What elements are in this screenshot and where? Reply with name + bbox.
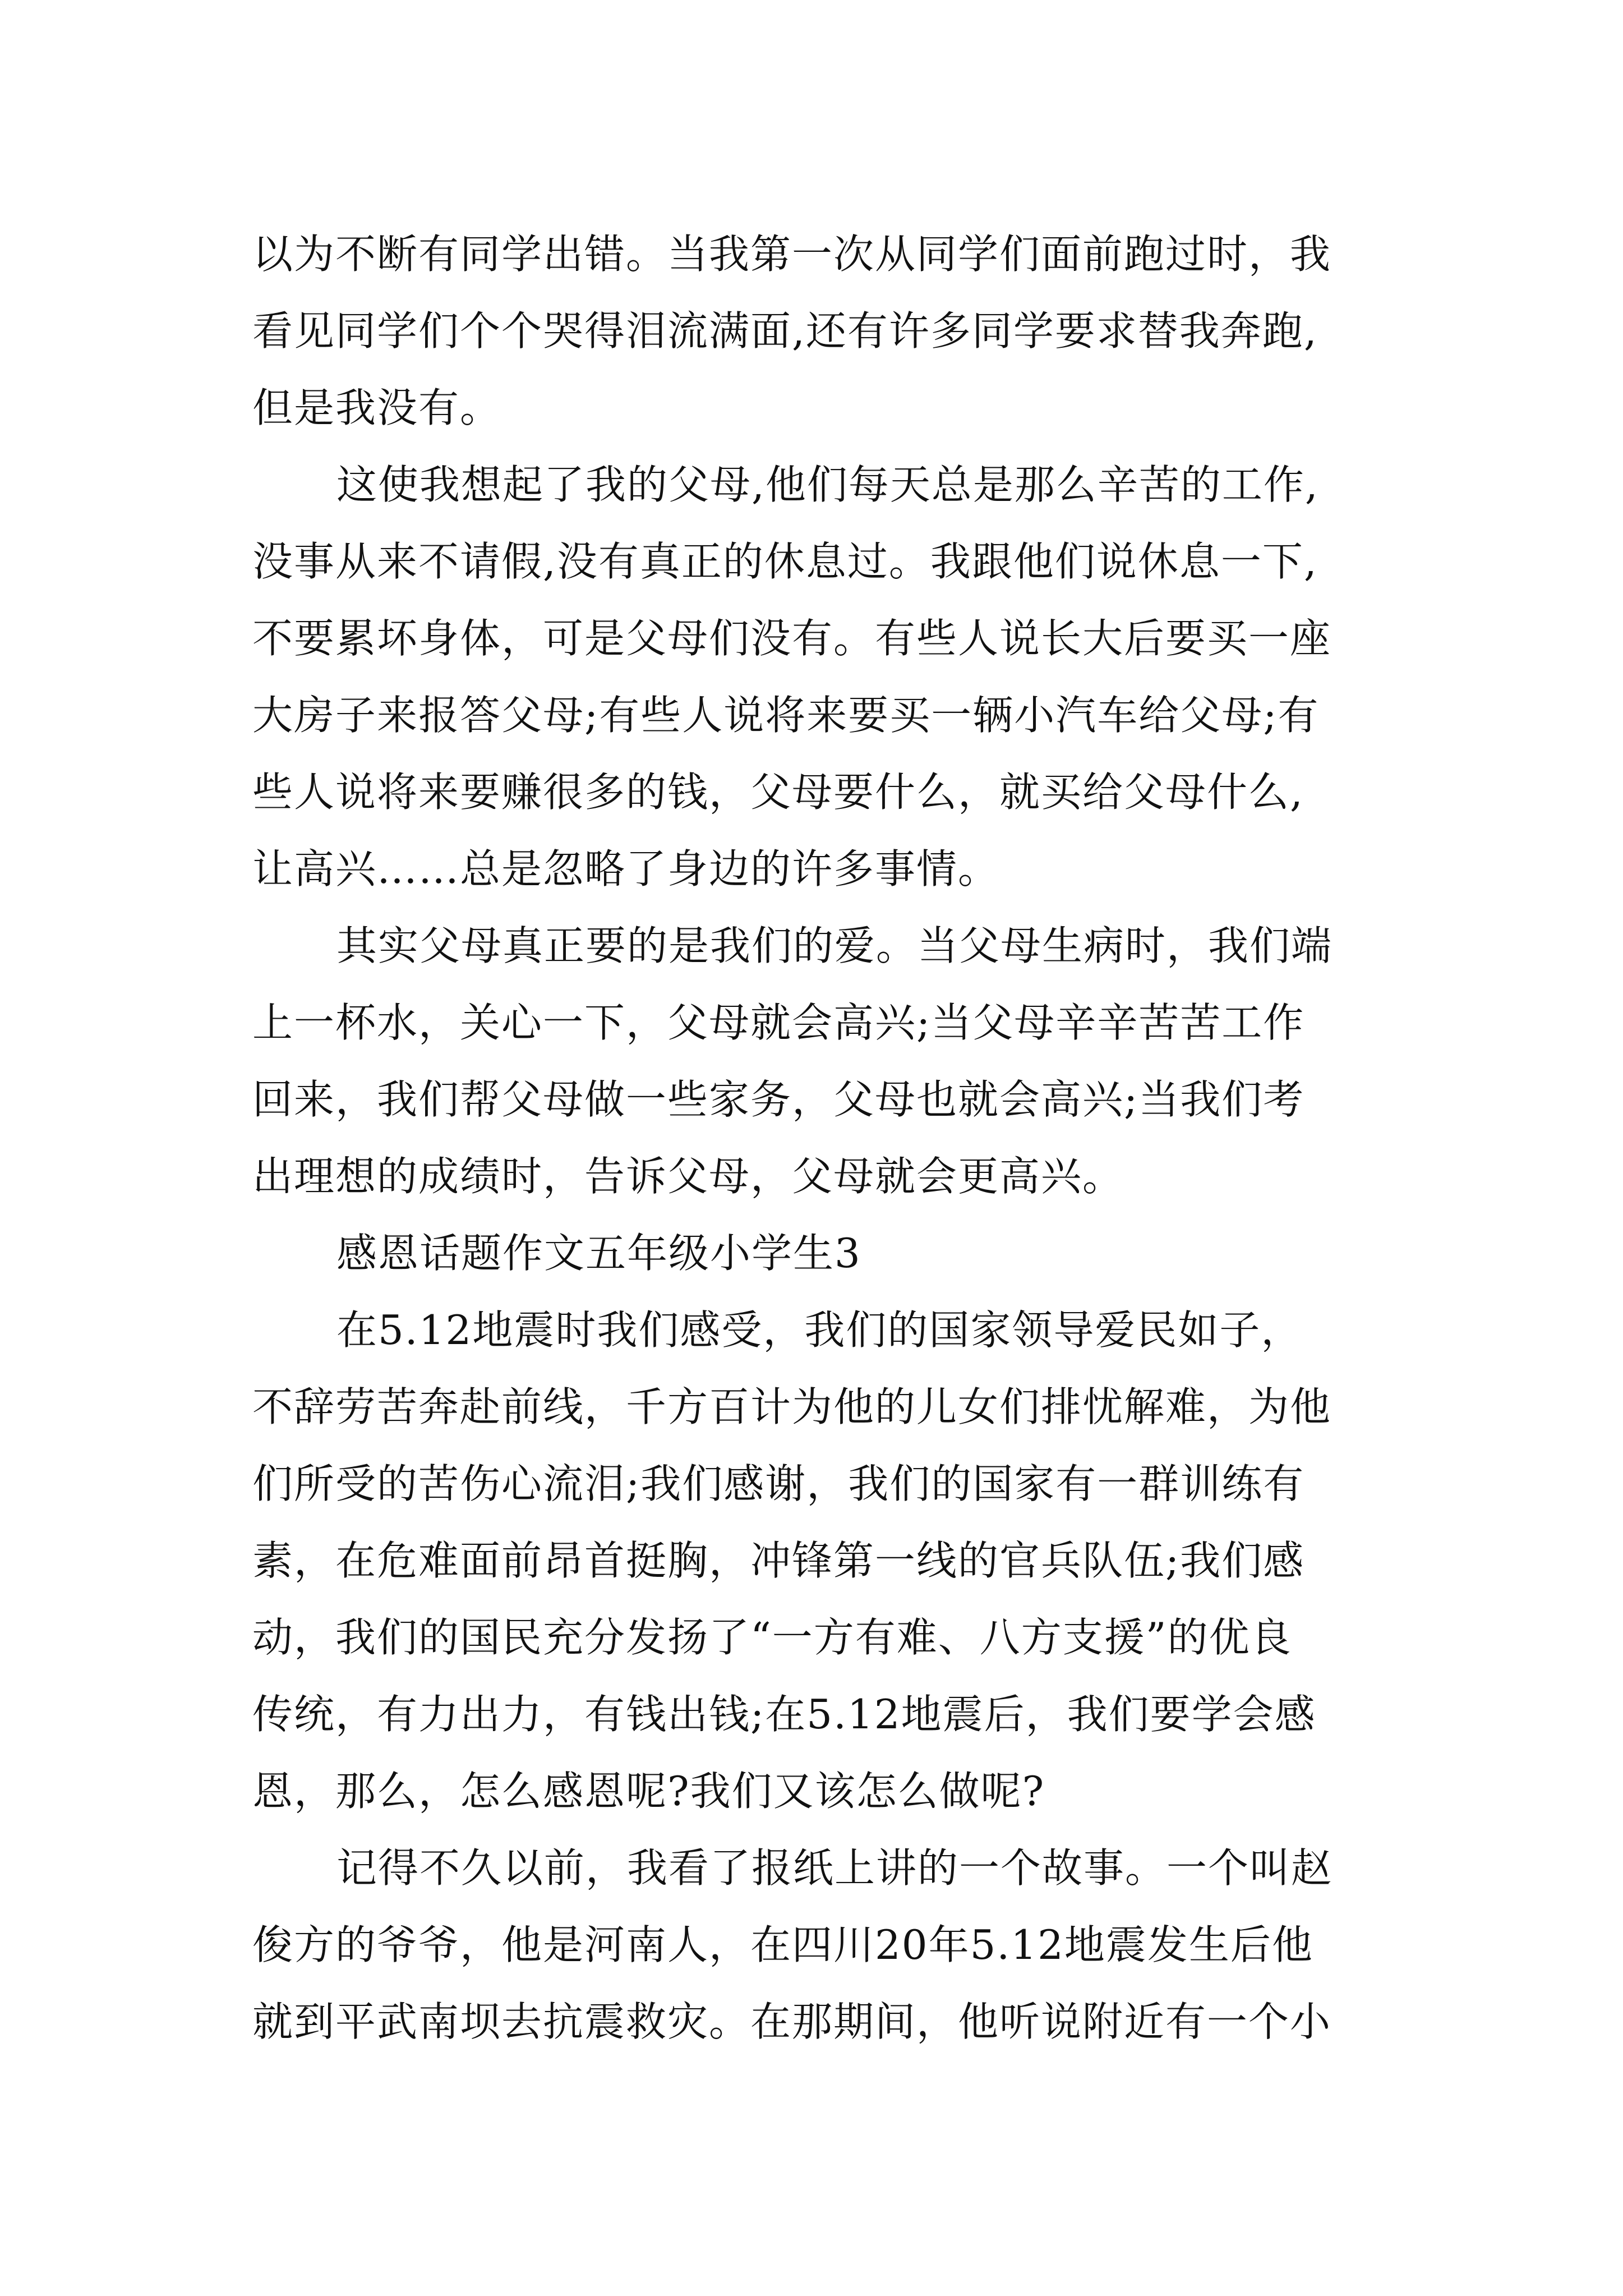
text-line: 这使我想起了我的父母,他们每天总是那么辛苦的工作,: [336, 461, 1319, 508]
text-line: 不辞劳苦奔赴前线，千方百计为他的儿女们排忧解难，为他: [252, 1383, 1332, 1430]
text-line: 回来，我们帮父母做一些家务，父母也就会高兴;当我们考: [252, 1076, 1305, 1123]
paragraph-5: [252, 1292, 1385, 1830]
heading-text: 感恩话题作文五年级小学生3: [336, 1230, 861, 1277]
text-line: 在5.12地震时我们感受，我们的国家领导爱民如子，: [336, 1306, 1303, 1354]
text-line: 动，我们的国民充分发扬了“一方有难、八方支援”的优良: [252, 1614, 1292, 1661]
text-line: 但是我没有。: [252, 384, 502, 431]
text-line: 看见同学们个个哭得泪流满面,还有许多同学要求替我奔跑,: [252, 307, 1318, 355]
section-heading: [252, 1215, 1385, 1292]
text-line: 传统，有力出力，有钱出钱;在5.12地震后，我们要学会感: [252, 1691, 1316, 1738]
paragraph-2: [252, 447, 1385, 908]
text-line: 不要累坏身体，可是父母们没有。有些人说长大后要买一座: [252, 615, 1332, 662]
text-line: 素，在危难面前昂首挺胸，冲锋第一线的官兵队伍;我们感: [252, 1537, 1305, 1584]
text-line: 恩，那么，怎么感恩呢?我们又该怎么做呢?: [252, 1768, 1045, 1815]
text-line: 俊方的爷爷，他是河南人，在四川20年5.12地震发生后他: [252, 1921, 1313, 1968]
text-line: 上一杯水，关心一下，父母就会高兴;当父母辛辛苦苦工作: [252, 999, 1305, 1046]
text-line: 其实父母真正要的是我们的爱。当父母生病时，我们端: [336, 922, 1333, 969]
text-line: 没事从来不请假,没有真正的休息过。我跟他们说休息一下,: [252, 538, 1318, 585]
document-page: [252, 216, 1385, 2123]
text-line: 以为不断有同学出错。当我第一次从同学们面前跑过时，我: [252, 231, 1332, 278]
text-line: 就到平武南坝去抗震救灾。在那期间，他听说附近有一个小: [252, 1998, 1332, 2045]
text-line: 们所受的苦伤心流泪;我们感谢，我们的国家有一群训练有: [252, 1460, 1305, 1507]
text-line: 让高兴……总是忽略了身边的许多事情。: [252, 845, 1000, 892]
text-line: 记得不久以前，我看了报纸上讲的一个故事。一个叫赵: [336, 1844, 1333, 1892]
paragraph-6: [252, 1830, 1385, 2060]
paragraph-1: [252, 216, 1385, 447]
paragraph-3: [252, 908, 1385, 1215]
text-line: 大房子来报答父母;有些人说将来要买一辆小汽车给父母;有: [252, 692, 1320, 739]
text-line: 些人说将来要赚很多的钱，父母要什么，就买给父母什么,: [252, 769, 1304, 816]
text-line: 出理想的成绩时，告诉父母，父母就会更高兴。: [252, 1153, 1124, 1200]
